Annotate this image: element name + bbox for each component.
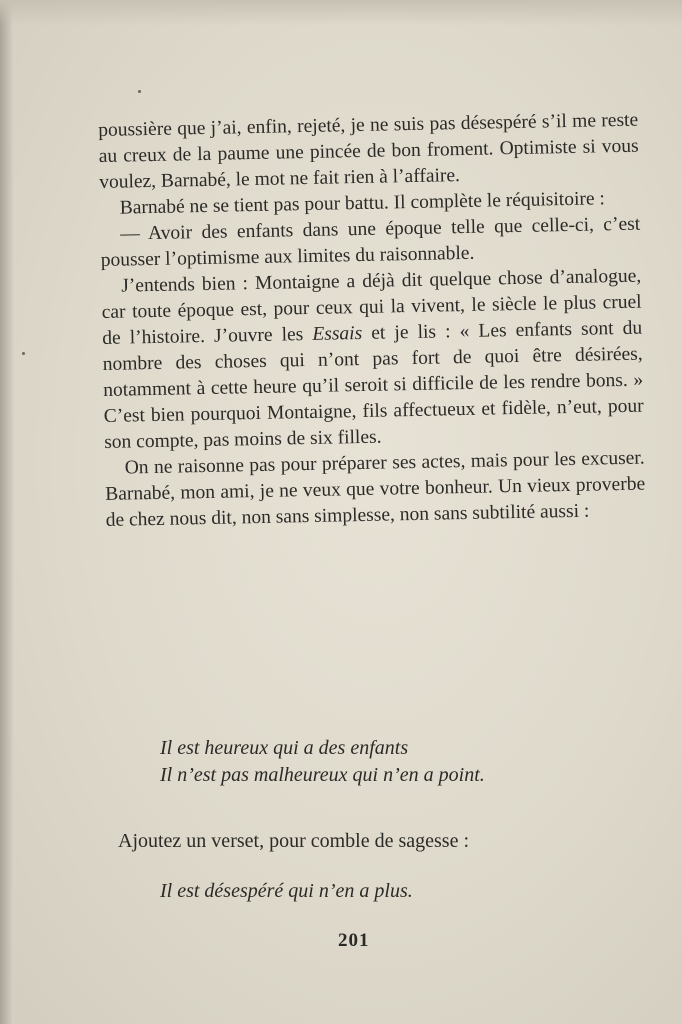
paper-speck [138,90,141,93]
paragraph-proverb-intro: On ne raisonne pas pour préparer ses actes, mais pour les excuser. Barnabé, mon ami, je ne veux que votre bonheur. Un vieux proverbe de chez nous dit, non sans simplesse, non sans subtilité aussi : [105,447,646,531]
verse-line-2: Il n’est pas malheureux qui n’en a point. [160,764,485,786]
page-top-edge [0,0,682,26]
spine-shadow [0,0,14,1024]
verse-line-1: Il est heureux qui a des enfants [160,737,409,759]
paragraph-barnabe: Barnabé ne se tient pas pour battu. Il complète le réquisitoire : [119,188,606,219]
closing-line: Ajoutez un verset, pour comble de sagesse : [118,830,470,852]
paragraph-dialogue: — Avoir des enfants dans une époque telle que celle-ci, c’est pousser l’optimisme aux limites du raisonnable. [100,213,641,271]
paragraph-continuation: poussière que j’ai, enfin, rejeté, je ne suis pas désespéré s’il me reste au creux de la paume une pincée de bon froment. Optimiste si vous voulez, Barnabé, le mot ne fait rien à l’affaire. [98,109,639,193]
paper-speck [22,352,25,355]
paragraph-montaigne: J’entends bien : Montaigne a déjà dit quelque chose d’analogue, car toute époque est, pour ceux qui la vivent, le siècle le plus cruel de l’histoire. J’ouvre les Essais et je lis : « Les enfants sont du nombre des choses qui n’ont pas fort de quoi être désirées, notamment à cette heure qu’il seroit si difficile de les rendre bons. » C’est bien pourquoi Montaigne, fils affectueux et fidèle, n’eut, pour son compte, pas moins de six filles. [101,265,644,453]
book-title-essais: Essais [312,322,363,345]
page-number: 201 [338,930,370,951]
body-text [98,108,646,534]
verse-line-3: Il est désespéré qui n’en a plus. [160,880,413,902]
